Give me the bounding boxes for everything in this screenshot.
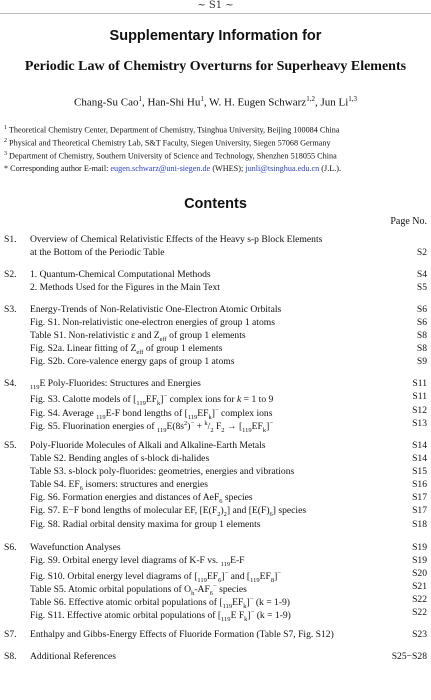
toc-entry-title: Overview of Chemical Relativistic Effects of the Heavy s-p Block Elements — [30, 234, 323, 245]
toc-page-number: S6 — [416, 317, 427, 328]
toc-entry-row[interactable] — [0, 518, 431, 531]
affiliation-text: Physical and Theoretical Chemistry Lab, S&T Faculty, Siegen University, Siegen 57068 Germany — [9, 138, 331, 148]
toc-entry-title: Fig. S1. Non-relativistic one-electron energies of group 1 atoms — [30, 317, 275, 328]
author-affiliation-sup: 1,3 — [348, 95, 357, 103]
toc-entry-title: Fig. S2b. Core-valence energy gaps of group 1 atoms — [30, 356, 235, 367]
correspondence-prefix: * Corresponding author E-mail: — [4, 164, 111, 173]
affiliation-1 — [4, 125, 339, 135]
toc-entry-title: Fig. S7. E−F bond lengths of molecular EF, $[E(F_2)_2]$ and $[E(F)_6]$ species — [30, 505, 307, 518]
toc-section-number: S2. — [4, 269, 17, 280]
toc-entry-title: Table S2. Bending angles of s-block di-halides — [30, 453, 210, 464]
toc-section-row[interactable] — [0, 377, 431, 390]
toc-page-number: S2 — [416, 247, 427, 258]
toc-entry-title: Fig. S2a. Linear fitting of $Z_{eff}$ of group 1 elements — [30, 343, 223, 356]
toc-section-number: S4. — [4, 378, 17, 389]
toc-section-number: S1. — [4, 234, 17, 245]
toc-entry-title: Table S3. s-block poly-fluorides: geometries, energies and vibrations — [30, 466, 295, 477]
author-affiliation-sup: 1 — [138, 95, 142, 103]
affiliation-sup: 2 — [4, 138, 7, 144]
header-divider — [0, 13, 431, 14]
toc-section-row[interactable] — [0, 439, 431, 452]
toc-page-number: S19 — [412, 542, 427, 553]
page-number: ~ S1 ~ — [197, 0, 234, 11]
toc-entry-title: Fig. S6. Formation energies and distances of AeF$_6$ species — [30, 492, 253, 505]
toc-entry-title: Wavefunction Analyses — [30, 542, 121, 553]
toc-section-number: S7. — [4, 629, 17, 640]
correspondence-mid: (WHES); — [210, 164, 246, 173]
toc-section-number: S5. — [4, 440, 17, 451]
toc-entry-row[interactable] — [0, 593, 431, 611]
toc-page-number: S8 — [416, 343, 427, 354]
toc-section-row[interactable] — [0, 233, 431, 246]
toc-page-number: S14 — [412, 453, 427, 464]
toc-entry-row[interactable] — [0, 404, 431, 422]
toc-page-number: S13 — [412, 418, 427, 429]
author-name: Chang-Su Cao — [73, 96, 139, 109]
toc-entry-title: Fig. S4. Average $_{119}$E-F bond lengths of $[_{119}EF_k]^-$ complex ions — [30, 407, 273, 422]
toc-entry-title: 1. Quantum-Chemical Computational Methods — [30, 269, 211, 280]
toc-page-number: S19 — [412, 555, 427, 566]
affiliation-text: Theoretical Chemistry Center, Department of Chemistry, Tsinghua University, Beijing 100084 China — [8, 125, 340, 135]
toc-section-number: S3. — [4, 304, 17, 315]
toc-page-number: S25−S28 — [391, 651, 427, 662]
toc-entry-row[interactable] — [0, 465, 431, 478]
toc-page-number: S6 — [416, 304, 427, 315]
affiliation-3 — [4, 151, 337, 161]
toc-page-number: S12 — [412, 405, 427, 416]
affiliation-text: Department of Chemistry, Southern University of Science and Technology, Shenzhen 518055 China — [9, 151, 337, 161]
toc-section-row[interactable] — [0, 541, 431, 554]
toc-page-number: S4 — [416, 269, 427, 280]
author-name: Han-Shi Hu — [147, 96, 201, 109]
toc-entry-row[interactable] — [0, 567, 431, 585]
toc-entry-row[interactable] — [0, 342, 431, 355]
toc-entry-title: $_{119}$E Poly-Fluorides: Structures and Energies — [30, 378, 201, 391]
toc-entry-row[interactable] — [0, 281, 431, 294]
correspondence-suffix: (J.L.). — [319, 164, 342, 173]
toc-entry-title: Table S4. $EF_6$ isomers: structures and energies — [30, 479, 208, 492]
paper-title: Periodic Law of Chemistry Overturns for Superheavy Elements — [24, 59, 407, 74]
toc-entry-title: Table S1. Non-relativistic ε and $Z_{eff}$ of group 1 elements — [30, 330, 246, 343]
toc-entry-row[interactable] — [0, 504, 431, 517]
author-list: Chang-Su Cao$^1$, Han-Shi Hu$^1$, W. H. Eugen Schwarz$^{1,2}$, Jun Li$^{1,3}$ — [73, 95, 357, 109]
toc-page-number: S23 — [412, 629, 427, 640]
toc-entry-title: Table S6. Effective atomic orbital populations of $[_{119}EF_k]^-$ (k = 1-9) — [30, 596, 291, 611]
toc-entry-title: Poly-Fluoride Molecules of Alkali and Alkaline-Earth Metals — [30, 440, 266, 451]
toc-page-number: S8 — [416, 330, 427, 341]
toc-section-row[interactable] — [0, 650, 431, 663]
email-link-li[interactable]: junli@tsinghua.edu.cn — [245, 164, 320, 173]
toc-page-number: S20 — [412, 568, 427, 579]
toc-section-number: S6. — [4, 542, 17, 553]
toc-section-row[interactable] — [0, 628, 431, 641]
affiliation-2 — [4, 138, 331, 148]
toc-section-row[interactable] — [0, 303, 431, 316]
affiliation-sup: 3 — [4, 151, 7, 157]
toc-page-number: S15 — [412, 466, 427, 477]
toc-entry-row[interactable] — [0, 554, 431, 567]
author-name: W. H. Eugen Schwarz — [209, 96, 307, 109]
toc-entry-row[interactable] — [0, 316, 431, 329]
toc-section-number: S8. — [4, 651, 17, 662]
toc-entry-row[interactable] — [0, 355, 431, 368]
author-affiliation-sup: 1 — [200, 95, 204, 103]
toc-page-number: S17 — [412, 492, 427, 503]
toc-entry-title: 2. Methods Used for the Figures in the Main Text — [30, 282, 220, 293]
toc-entry-row[interactable] — [0, 580, 431, 598]
toc-entry-row[interactable] — [0, 390, 431, 408]
toc-entry-row[interactable] — [0, 491, 431, 504]
toc-entry-row[interactable] — [0, 417, 431, 435]
toc-entry-title: Table S5. Atomic orbital populations of $O_h-AF_6^-$ species — [30, 583, 247, 598]
toc-entry-title: Fig. S9. Orbital energy level diagrams of K-F vs. $_{119}$E-F — [30, 555, 245, 568]
toc-entry-row[interactable] — [0, 478, 431, 491]
toc-page-number: S5 — [416, 282, 427, 293]
supplementary-title: Supplementary Information for — [109, 28, 322, 44]
correspondence — [4, 164, 341, 173]
author-affiliation-sup: 1,2 — [306, 95, 315, 103]
toc-page-number: S11 — [412, 378, 427, 389]
toc-page-number: S11 — [412, 391, 427, 402]
email-link-schwarz[interactable]: eugen.schwarz@uni-siegen.de — [110, 164, 211, 173]
toc-entry-title: Additional References — [30, 651, 117, 662]
toc-entry-row[interactable] — [0, 606, 431, 624]
toc-section-row[interactable] — [0, 268, 431, 281]
toc-entry-title: Fig. S10. Orbital energy level diagrams of $[_{119}EF_6]^-$ and $[_{119}EF_8]^-$ — [30, 570, 281, 585]
toc-page-number: S22 — [412, 607, 427, 618]
toc-entry-row[interactable] — [0, 329, 431, 342]
toc-entry-title: Fig. S3. Calotte models of $[_{119}EF_k]^-$ complex ions for k = 1 to 9 — [30, 393, 274, 408]
toc-entry-row[interactable] — [0, 452, 431, 465]
toc-entry-title: Energy-Trends of Non-Relativistic One-Electron Atomic Orbitals — [30, 304, 282, 315]
toc-page-number: S16 — [412, 479, 427, 490]
toc-entry-title: Fig. S8. Radial orbital density maxima for group 1 elements — [30, 519, 261, 530]
contents-heading: Contents — [184, 196, 247, 212]
toc-page-number: S17 — [412, 505, 427, 516]
toc-entry-title: Enthalpy and Gibbs-Energy Effects of Fluoride Formation (Table S7, Fig. S12) — [30, 629, 334, 640]
author-name: Jun Li — [320, 96, 349, 109]
affiliation-sup: 1 — [4, 125, 7, 131]
toc-page-number: S14 — [412, 440, 427, 451]
toc-entry-title: Fig. S11. Effective atomic orbital populations of [$_{119}E$ $F_k]^-$ (k = 1-9) — [30, 609, 291, 624]
toc-page-number: S22 — [412, 594, 427, 605]
toc-page-number: S9 — [416, 356, 427, 367]
toc-entry-title: at the Bottom of the Periodic Table — [30, 247, 165, 258]
toc-page-number: S21 — [412, 581, 427, 592]
toc-entry-row[interactable] — [0, 246, 431, 259]
page-number-header: Page No. — [390, 216, 427, 227]
toc-page-number: S18 — [412, 519, 427, 530]
toc-entry-title: Fig. S5. Fluorination energies of $_{119}E(8s^2)^- + ^k/_2$ $F_2 \to [_{119}EF_k]^-$ — [30, 420, 273, 435]
